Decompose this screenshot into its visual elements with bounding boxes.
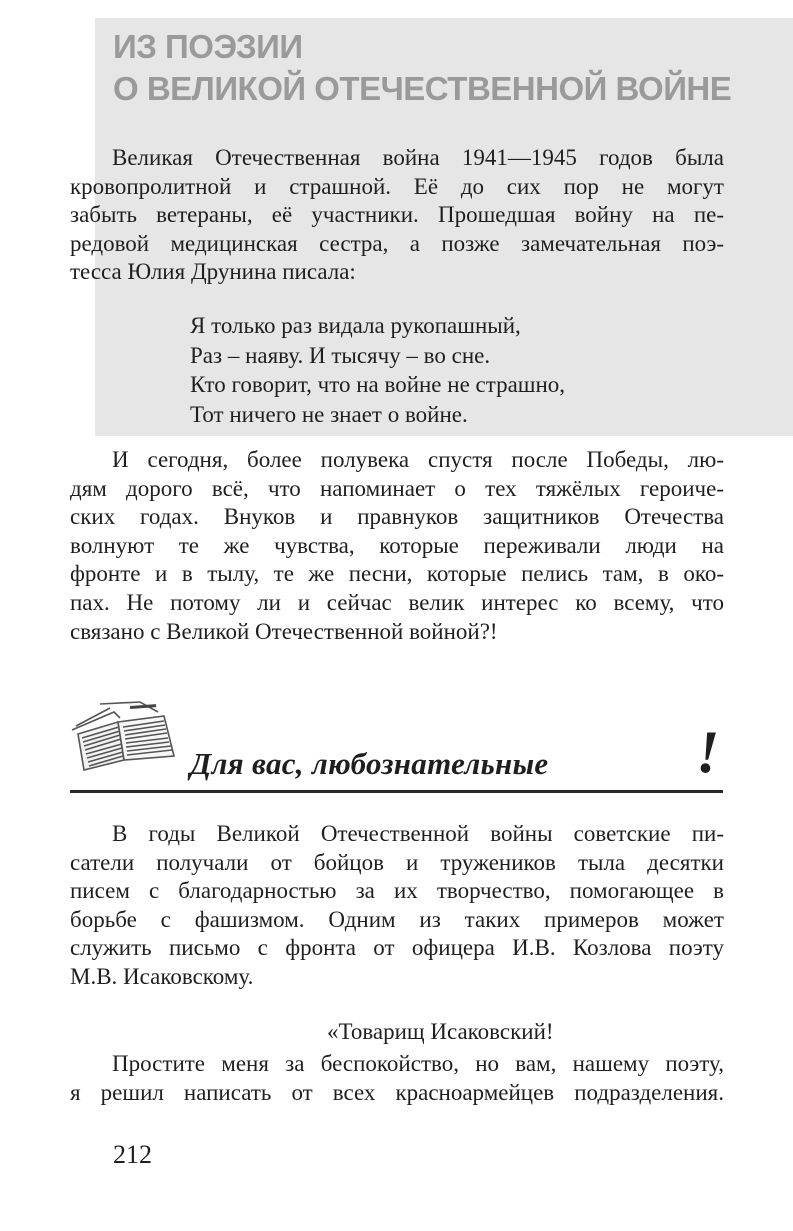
text-line: забыть ветераны, её участники. Прошедшая войну на пе- (70, 202, 724, 228)
text-line: ских годах. Внуков и правнуков защитников Отечества (70, 504, 724, 530)
exclamation-mark: ! (696, 719, 720, 785)
text-line: борьбе с фашизмом. Одним из таких примеров может (70, 906, 724, 932)
text-line: писем с благодарностью за их творчество, помогающее в (70, 878, 724, 904)
open-book-icon (70, 700, 180, 772)
text-line: М.В. Исаковскому. (70, 963, 254, 989)
chapter-heading-line-2: О ВЕЛИКОЙ ОТЕЧЕСТВЕННОЙ ВОЙНЕ (113, 70, 732, 107)
chapter-heading (113, 26, 731, 110)
section-title: Для вас, любознательные (190, 746, 549, 781)
text-line: В годы Великой Отечественной войны советские пи- (112, 821, 724, 846)
poem-line: Кто говорит, что на войне не страшно, (190, 372, 566, 397)
text-line: тесса Юлия Друнина писала: (70, 259, 356, 285)
poem-line: Раз – наяву. И тысячу – во сне. (190, 342, 491, 368)
text-line: сатели получали от бойцов и тружеников тыла десятки (70, 849, 724, 875)
text-line: Великая Отечественная война 1941—1945 годов была (112, 145, 724, 170)
section-divider (70, 790, 723, 793)
poem-quote (190, 311, 565, 429)
chapter-heading-line-1: ИЗ ПОЭЗИИ (113, 28, 303, 65)
poem-line: Тот ничего не знает о войне. (190, 401, 468, 427)
second-paragraph (70, 446, 724, 646)
text-line: Простите меня за беспокойство, но вам, нашему поэту, (112, 1051, 724, 1076)
intro-paragraph (70, 144, 724, 287)
text-line: пах. Не потому ли и сейчас велик интерес ко всему, что (70, 589, 724, 615)
text-line: дям дорого всё, что напоминает о тех тяжёлых героиче- (70, 475, 724, 501)
poem-line: Я только раз видала рукопашный, (190, 313, 521, 338)
letter-greeting: «Товарищ Исаковский! (327, 1019, 554, 1044)
letter-text (70, 1050, 724, 1107)
text-line: редовой медицинская сестра, а позже замечательная поэ- (70, 230, 724, 256)
text-line: волнуют те же чувства, которые переживали люди на (70, 532, 724, 558)
text-line: связано с Великой Отечественной войной?! (70, 618, 498, 644)
text-line: я решил написать от всех красноармейцев подразделения. (70, 1079, 724, 1105)
page-number: 212 (113, 1140, 152, 1169)
text-line: служить письмо с фронта от офицера И.В. Козлова поэту (70, 935, 724, 961)
text-line: И сегодня, более полувека спустя после Победы, лю- (112, 447, 724, 472)
text-line: кровопролитной и страшной. Её до сих пор не могут (70, 173, 724, 199)
text-line: фронте и в тылу, те же песни, которые пелись там, в око- (70, 561, 724, 587)
section-paragraph (70, 820, 724, 992)
